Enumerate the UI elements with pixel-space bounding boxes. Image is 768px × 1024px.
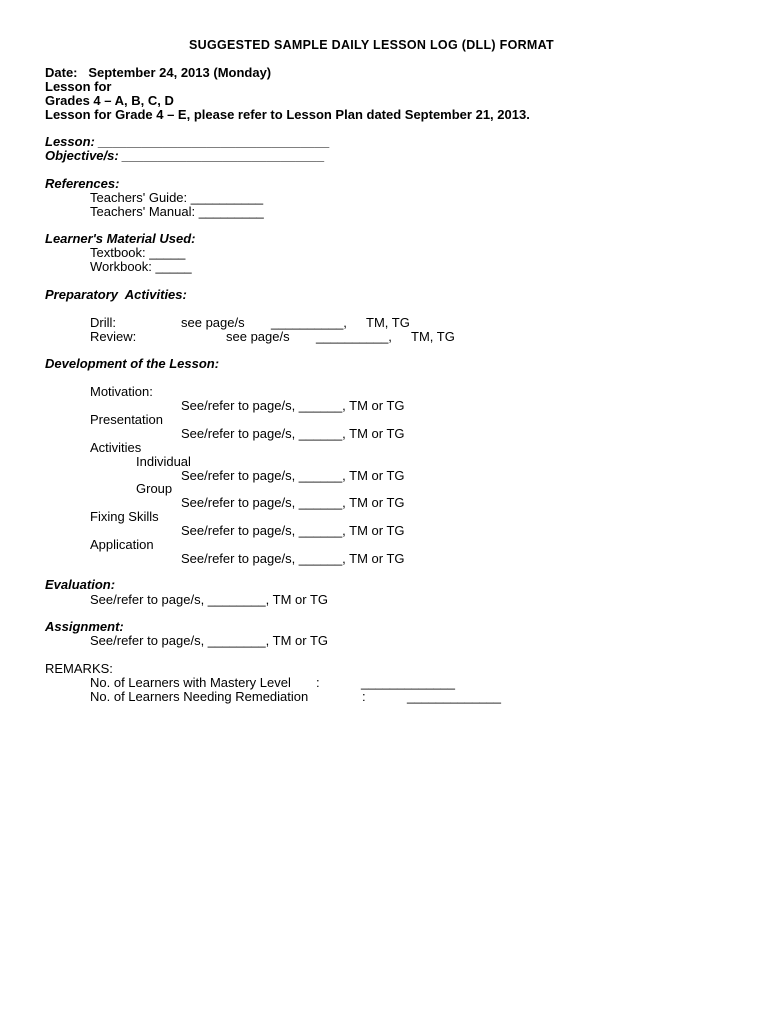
evaluation-ref: See/refer to page/s, ________, TM or TG [90,592,328,607]
drill-label: Drill: [90,315,116,330]
review-label: Review: [90,329,137,344]
application-ref: See/refer to page/s, ______, TM or TG [181,551,405,566]
evaluation-heading: Evaluation: [45,577,116,592]
objectives-field: Objective/s: ____________________________ [45,148,325,163]
individual-ref: See/refer to page/s, ______, TM or TG [181,468,405,483]
mastery-label: No. of Learners with Mastery Level [90,675,291,690]
fixing-skills-ref: See/refer to page/s, ______, TM or TG [181,523,405,538]
remediation-blank: _____________ [407,689,501,704]
drill-blank: __________, [271,315,347,330]
teachers-manual-field: Teachers' Manual: _________ [90,204,264,219]
group-label: Group [136,481,173,496]
textbook-field: Textbook: _____ [90,245,186,260]
remarks-heading: REMARKS: [45,661,113,676]
assignment-ref: See/refer to page/s, ________, TM or TG [90,633,328,648]
fixing-skills-label: Fixing Skills [90,509,159,524]
review-ref: see page/s [226,329,290,344]
teachers-guide-field: Teachers' Guide: __________ [90,190,264,205]
assignment-heading: Assignment: [45,619,124,634]
presentation-ref: See/refer to page/s, ______, TM or TG [181,426,405,441]
mastery-blank: _____________ [361,675,455,690]
application-label: Application [90,537,154,552]
workbook-field: Workbook: _____ [90,259,192,274]
remediation-label: No. of Learners Needing Remediation [90,689,309,704]
mastery-colon: : [316,675,320,690]
drill-ref: see page/s [181,315,245,330]
presentation-label: Presentation [90,412,163,427]
materials-heading: Learner's Material Used: [45,231,196,246]
motivation-ref: See/refer to page/s, ______, TM or TG [181,398,405,413]
remediation-colon: : [362,689,366,704]
activities-label: Activities [90,440,142,455]
references-heading: References: [45,176,120,191]
individual-label: Individual [136,454,191,469]
review-source: TM, TG [411,329,455,344]
lesson-plan-note: Lesson for Grade 4 – E, please refer to Lesson Plan dated September 21, 2013. [45,107,530,122]
review-blank: __________, [316,329,392,344]
group-ref: See/refer to page/s, ______, TM or TG [181,495,405,510]
development-heading: Development of the Lesson: [45,356,220,371]
motivation-label: Motivation: [90,384,153,399]
date-line: Date: September 24, 2013 (Monday) [45,65,272,80]
lesson-for-line: Lesson for [45,79,112,94]
preparatory-heading: Preparatory Activities: [45,287,187,302]
drill-source: TM, TG [366,315,410,330]
document-title: SUGGESTED SAMPLE DAILY LESSON LOG (DLL) FORMAT [189,38,554,52]
grades-line: Grades 4 – A, B, C, D [45,93,174,108]
lesson-field: Lesson: ________________________________ [45,134,330,149]
